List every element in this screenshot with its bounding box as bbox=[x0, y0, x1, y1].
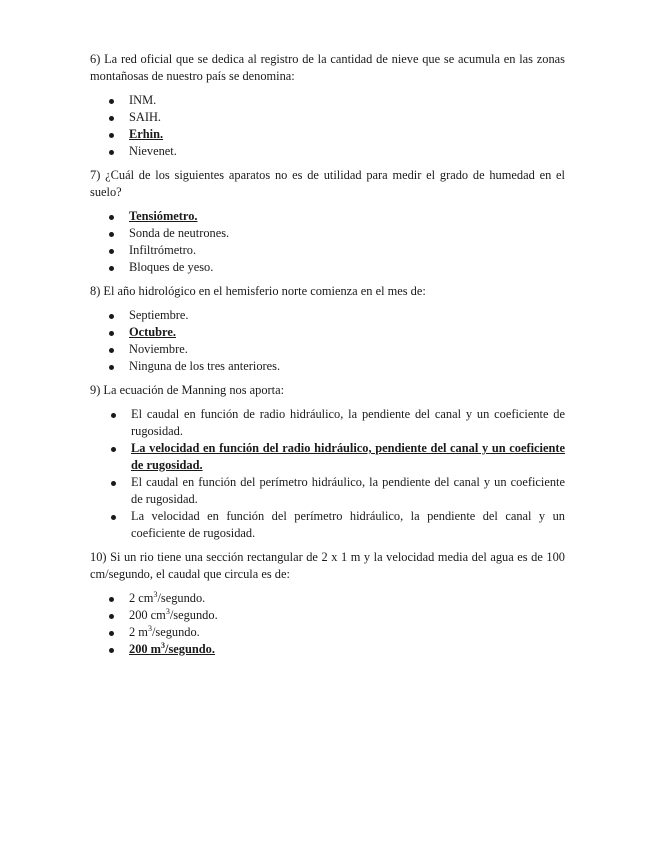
option-6d: Nievenet. bbox=[90, 143, 565, 160]
option-10b-unit: /segundo. bbox=[169, 608, 218, 622]
question-6: 6) La red oficial que se dedica al registro de la cantidad de nieve que se acumula en las zonas montañosas de nuestro país se denomina: bbox=[90, 52, 565, 83]
option-7b: Sonda de neutrones. bbox=[90, 225, 565, 242]
option-7d: Bloques de yeso. bbox=[90, 259, 565, 276]
question-7: 7) ¿Cuál de los siguientes aparatos no es de utilidad para medir el grado de humedad en el suelo? bbox=[90, 168, 565, 199]
option-10b bbox=[90, 607, 565, 624]
option-7a-correct: Tensiómetro. bbox=[90, 208, 565, 225]
option-8a: Septiembre. bbox=[90, 307, 565, 324]
option-9c: El caudal en función del perímetro hidráulico, la pendiente del canal y un coeficiente de rugosidad. bbox=[90, 474, 565, 508]
option-10b-exponent: 3 bbox=[165, 606, 170, 616]
option-10c-exponent: 3 bbox=[147, 623, 152, 633]
option-6a: INM. bbox=[90, 92, 565, 109]
option-9b-correct: La velocidad en función del radio hidráulico, pendiente del canal y un coeficiente de rugosidad. bbox=[90, 440, 565, 474]
options-list-9 bbox=[90, 406, 565, 542]
question-10: 10) Si un rio tiene una sección rectangular de 2 x 1 m y la velocidad media del agua es de 100 cm/segundo, el caudal que circula es de: bbox=[90, 550, 565, 581]
option-8b-correct: Octubre. bbox=[90, 324, 565, 341]
option-10d-unit: /segundo. bbox=[165, 642, 215, 656]
option-9a: El caudal en función de radio hidráulico, la pendiente del canal y un coeficiente de rugosidad. bbox=[90, 406, 565, 440]
option-10d-exponent: 3 bbox=[161, 640, 166, 650]
options-list-8 bbox=[90, 307, 565, 375]
option-10a-unit: /segundo. bbox=[157, 591, 206, 605]
question-9: 9) La ecuación de Manning nos aporta: bbox=[90, 383, 285, 397]
option-10c-value: 2 m bbox=[129, 625, 148, 639]
option-8d: Ninguna de los tres anteriores. bbox=[90, 358, 565, 375]
option-9d: La velocidad en función del perímetro hidráulico, la pendiente del canal y un coeficiente de rugosidad. bbox=[90, 508, 565, 542]
option-10d-value: 200 m bbox=[129, 642, 162, 656]
option-10a bbox=[90, 590, 565, 607]
options-list-10 bbox=[90, 590, 565, 658]
question-8: 8) El año hidrológico en el hemisferio norte comienza en el mes de: bbox=[90, 284, 426, 298]
options-list-6 bbox=[90, 92, 565, 160]
option-10c-unit: /segundo. bbox=[151, 625, 200, 639]
option-6b: SAIH. bbox=[90, 109, 565, 126]
option-10a-value: 2 cm bbox=[129, 591, 154, 605]
option-10b-value: 200 cm bbox=[129, 608, 166, 622]
option-10c bbox=[90, 624, 565, 641]
option-7c: Infiltrómetro. bbox=[90, 242, 565, 259]
option-8c: Noviembre. bbox=[90, 341, 565, 358]
option-6c-correct: Erhin. bbox=[90, 126, 565, 143]
options-list-7 bbox=[90, 208, 565, 276]
option-10d-correct bbox=[90, 641, 565, 658]
option-10a-exponent: 3 bbox=[153, 589, 158, 599]
